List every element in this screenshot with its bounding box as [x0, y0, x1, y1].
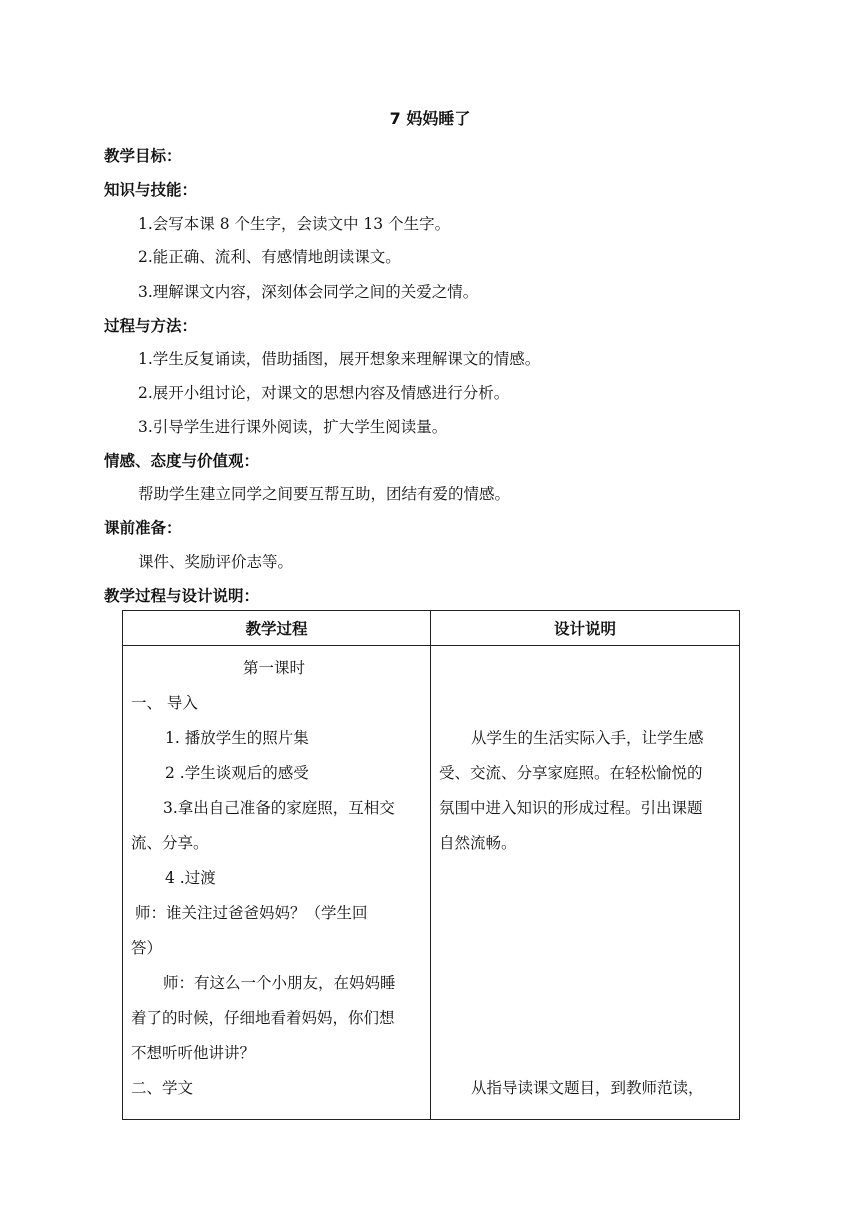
document-title: 7 妈妈睡了: [389, 109, 471, 128]
design-note-1-line-1: 从学生的生活实际入手，让学生感: [471, 729, 704, 747]
table-header-row: [123, 611, 740, 646]
teacher-line-2a: 师：有这么一个小朋友，在妈妈睡: [163, 974, 396, 992]
process-item-3: 3.引导学生进行课外阅读，扩大学生阅读量。: [138, 418, 448, 436]
teacher-line-1a: 师：谁关注过爸爸妈妈？（学生回: [135, 904, 368, 922]
column-header-process: 教学过程: [123, 611, 431, 646]
emotion-text: 帮助学生建立同学之间要互帮互助，团结有爱的情感。: [138, 485, 511, 503]
step-1-heading: 一、 导入: [131, 694, 198, 712]
heading-process-design: 教学过程与设计说明：: [104, 587, 260, 605]
design-note-1-line-2: 受、交流、分享家庭照。在轻松愉悦的: [439, 764, 703, 782]
process-item-1: 1.学生反复诵读，借助插图，展开想象来理解课文的情感。: [138, 350, 541, 368]
design-note-2: 从指导读课文题目，到教师范读，: [471, 1079, 704, 1097]
step-1-item-4: 4 .过渡: [165, 869, 216, 887]
design-note-cell: [431, 646, 740, 1120]
lesson-label: 第一课时: [243, 659, 306, 677]
step-1-item-3-line-2: 流、分享。: [131, 834, 209, 852]
table-row: [123, 646, 740, 1120]
column-header-design: 设计说明: [431, 611, 740, 646]
heading-knowledge-skills: 知识与技能：: [104, 181, 198, 199]
heading-teaching-goals: 教学目标：: [104, 147, 182, 165]
knowledge-item-3: 3.理解课文内容，深刻体会同学之间的关爱之情。: [138, 283, 479, 301]
preparation-text: 课件、奖励评价志等。: [138, 553, 294, 571]
process-cell: [123, 646, 431, 1120]
heading-process-method: 过程与方法：: [104, 317, 198, 335]
design-note-1-line-3: 氛围中进入知识的形成过程。引出课题: [439, 799, 703, 817]
teacher-line-1b: 答）: [131, 939, 163, 957]
design-note-1-line-4: 自然流畅。: [439, 834, 517, 852]
knowledge-item-2: 2.能正确、流利、有感情地朗读课文。: [138, 248, 401, 266]
lesson-plan-table: [122, 610, 740, 1120]
heading-preparation: 课前准备：: [104, 519, 182, 537]
step-1-item-2: 2 .学生谈观后的感受: [165, 764, 309, 782]
knowledge-item-1: 1.会写本课 8 个生字，会读文中 13 个生字。: [138, 215, 451, 233]
heading-emotion-values: 情感、态度与价值观：: [104, 452, 260, 470]
step-1-item-1: 1. 播放学生的照片集: [165, 729, 309, 747]
process-item-2: 2.展开小组讨论，对课文的思想内容及情感进行分析。: [138, 384, 510, 402]
step-1-item-3-line-1: 3.拿出自己准备的家庭照，互相交: [163, 799, 395, 817]
step-2-heading: 二、学文: [131, 1079, 194, 1097]
teacher-line-2c: 不想听听他讲讲？: [131, 1044, 256, 1062]
teacher-line-2b: 着了的时候，仔细地看着妈妈，你们想: [131, 1009, 395, 1027]
